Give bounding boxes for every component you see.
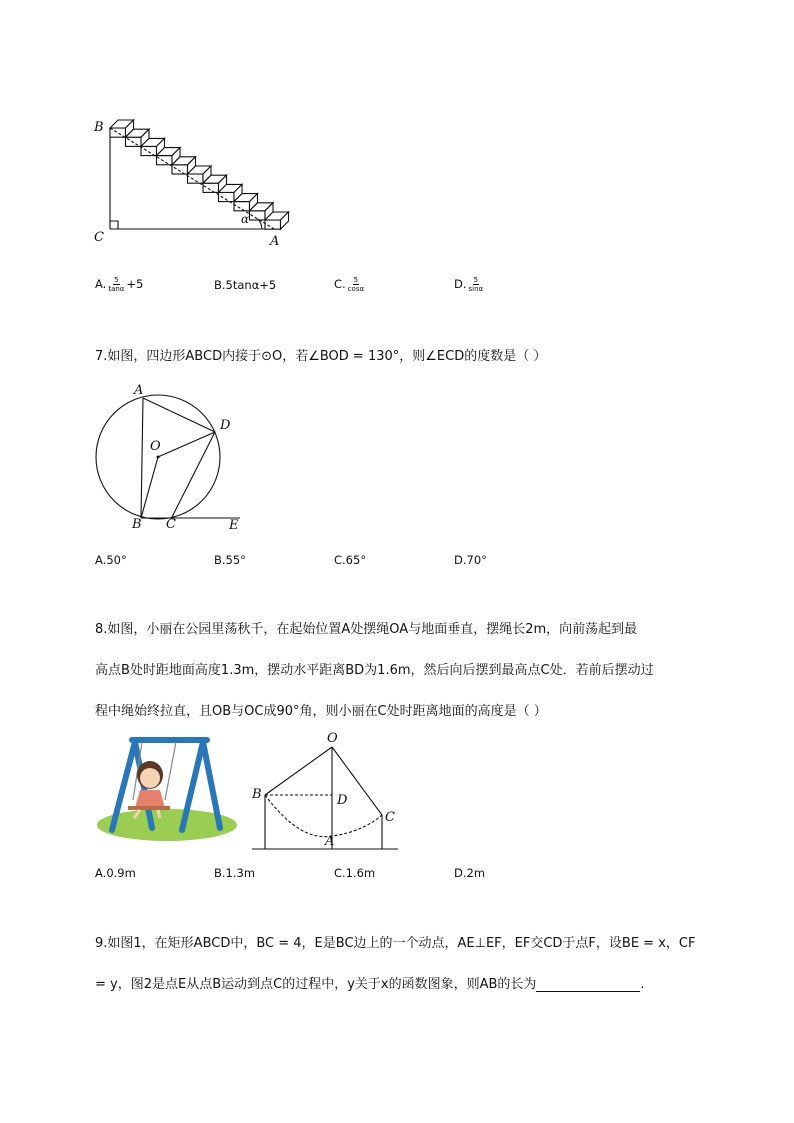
label-C: C: [385, 810, 395, 825]
q7-option-a[interactable]: A.50°: [95, 553, 127, 567]
label-D: D: [337, 793, 348, 808]
q6-option-d[interactable]: D. $\frac{5}{\sin\alpha}$: [454, 276, 484, 293]
q8-option-d[interactable]: D.2m: [454, 866, 486, 880]
label-C: C: [166, 517, 176, 532]
q7-option-c[interactable]: C.65°: [334, 553, 367, 567]
label-E: E: [229, 518, 239, 533]
label-D: D: [220, 418, 231, 433]
q8-stem-line3: 程中绳始终拉直，且OB与OC成90°角，则小丽在C处时距离地面的高度是（ ）: [95, 704, 547, 719]
q8-option-c[interactable]: C.1.6m: [334, 866, 376, 880]
q9-stem-line1: 9.如图1，在矩形ABCD中，BC = 4，E是BC边上的一个动点，AE⊥EF，EF交CD于点F，设BE = x，CF: [95, 936, 696, 951]
q8-stem-line2: 高点B处时距地面高度1.3m，摆动水平距离BD为1.6m，然后向后摆到最高点C处．若前后摆动过: [95, 663, 654, 678]
q6-option-c[interactable]: C. $\frac{5}{\cos\alpha}$: [334, 276, 365, 293]
q9-stem-line2: = y，图2是点E从点B运动到点C的过程中，y关于x的函数图象，则AB的长为 .: [95, 977, 645, 992]
q6-option-b[interactable]: B.5tanα+5: [214, 278, 277, 292]
label-C: C: [94, 230, 104, 245]
label-B: B: [252, 787, 262, 802]
q8-option-a[interactable]: A.0.9m: [95, 866, 136, 880]
q7-option-b[interactable]: B.55°: [214, 553, 246, 567]
q8-option-b[interactable]: B.1.3m: [214, 866, 256, 880]
label-B: B: [94, 120, 104, 135]
q7-stem: 7.如图，四边形ABCD内接于⊙O，若∠BOD = 130°，则∠ECD的度数是（ ）: [95, 349, 547, 364]
label-A: A: [325, 834, 335, 849]
label-A: A: [270, 234, 280, 249]
label-O: O: [327, 731, 338, 746]
label-B: B: [132, 517, 142, 532]
label-A: A: [134, 383, 144, 398]
label-alpha: α: [241, 212, 250, 226]
label-O: O: [150, 439, 161, 454]
q7-option-d[interactable]: D.70°: [454, 553, 487, 567]
q6-option-a[interactable]: A. $\frac{5}{\tan\alpha}$ +5: [95, 276, 144, 293]
answer-blank[interactable]: [536, 979, 640, 992]
q8-stem-line1: 8.如图，小丽在公园里荡秋千，在起始位置A处摆绳OA与地面垂直，摆绳长2m，向前荡起到最: [95, 622, 638, 637]
